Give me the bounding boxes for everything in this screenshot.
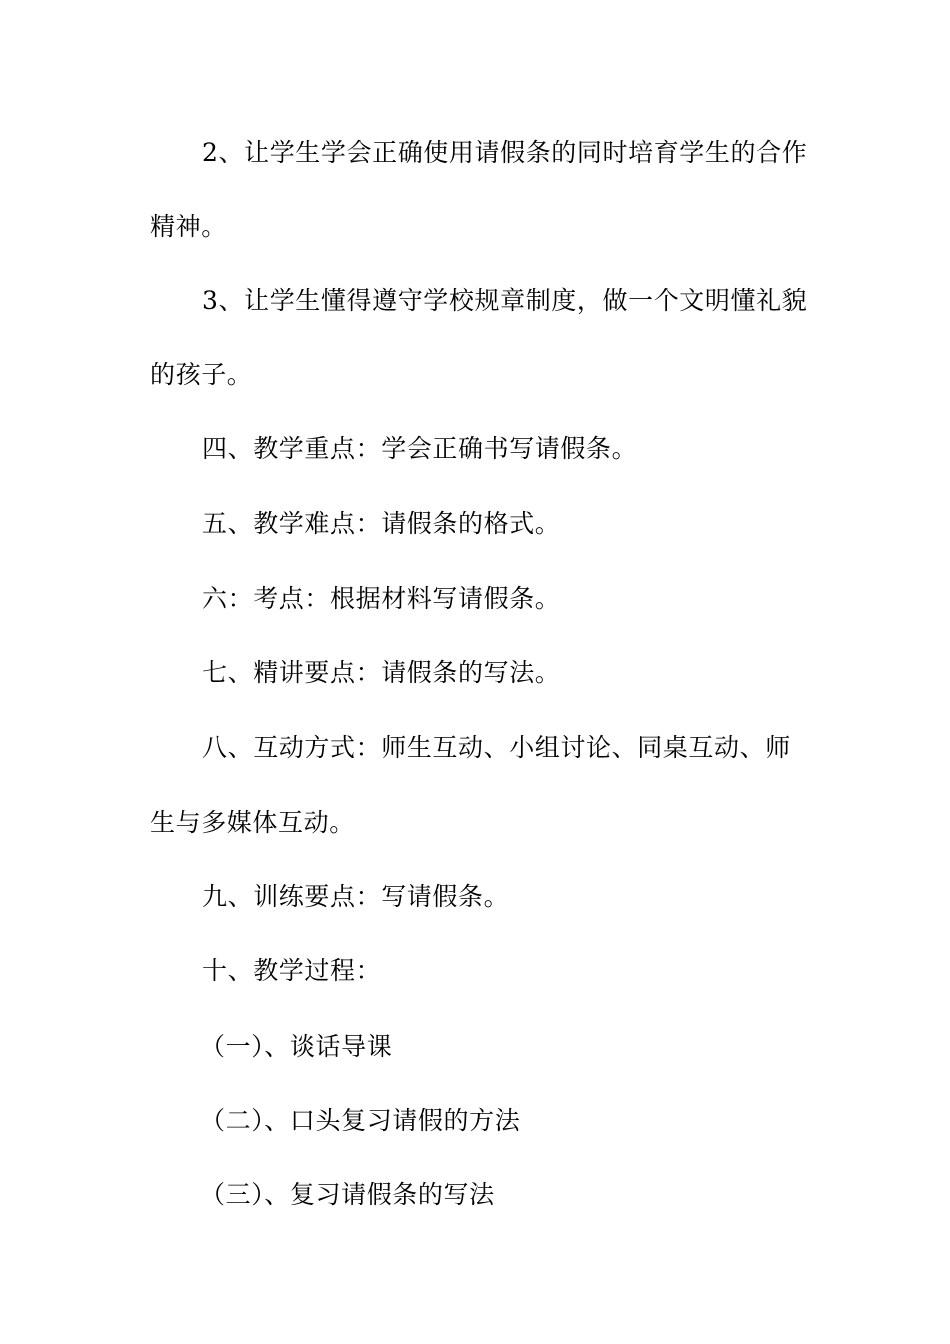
paragraph-objective-3: 3、让学生懂得遵守学校规章制度，做一个文明懂礼貌 xyxy=(202,286,808,315)
heading-interaction-methods-continued: 生与多媒体互动。 xyxy=(150,808,355,837)
process-step-3: （三）、复习请假条的写法 xyxy=(200,1180,495,1209)
heading-key-points: 四、教学重点：学会正确书写请假条。 xyxy=(202,434,638,463)
heading-exam-points: 六：考点：根据材料写请假条。 xyxy=(202,584,561,613)
paragraph-objective-3-continued: 的孩子。 xyxy=(150,360,253,389)
process-step-2: （二）、口头复习请假的方法 xyxy=(200,1106,521,1135)
heading-interaction-methods: 八、互动方式：师生互动、小组讨论、同桌互动、师 xyxy=(202,733,791,762)
heading-training-points: 九、训练要点：写请假条。 xyxy=(202,882,510,911)
heading-difficult-points: 五、教学难点：请假条的格式。 xyxy=(202,509,561,538)
paragraph-objective-2: 2、让学生学会正确使用请假条的同时培育学生的合作 xyxy=(202,138,808,167)
heading-lecture-points: 七、精讲要点：请假条的写法。 xyxy=(202,658,561,687)
heading-teaching-process: 十、教学过程： xyxy=(202,956,382,985)
paragraph-objective-2-continued: 精神。 xyxy=(150,212,227,241)
process-step-1: （一）、谈话导课 xyxy=(200,1032,393,1061)
